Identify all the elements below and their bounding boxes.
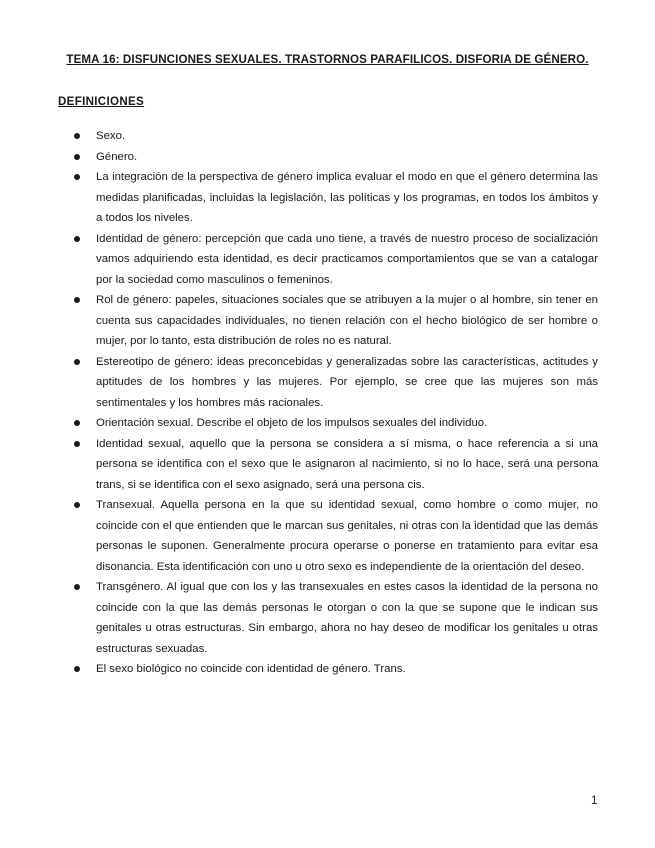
definition-text: Identidad sexual, aquello que la persona se considera a sí misma, o hace referencia a si una persona se identifica con el sexo que le asignaron al nacimiento, si no lo hace, será una persona trans, si se identifica con el sexo asignado, será una persona cis. bbox=[96, 437, 598, 491]
list-item bbox=[58, 495, 598, 577]
definition-text: Orientación sexual. Describe el objeto de los impulsos sexuales del individuo. bbox=[96, 417, 488, 429]
definition-text: Transexual. Aquella persona en la que su identidad sexual, como hombre o como mujer, no coincide con el que entienden que le marcan sus genitales, ni otras con la identidad que las demás personas le suponen. Generalmente procura operarse o ponerse en tratamiento para evitar esa disonancia. Esta identificación con uno u otro sexo es independiente de la orientación del deseo. bbox=[96, 499, 598, 573]
definition-text: Sexo. bbox=[96, 130, 126, 142]
bullet-icon bbox=[74, 359, 80, 365]
list-item bbox=[58, 352, 598, 414]
bullet-icon bbox=[74, 154, 80, 160]
list-item bbox=[58, 413, 598, 434]
page-title: TEMA 16: DISFUNCIONES SEXUALES. TRASTORNOS PARAFILICOS. DISFORIA DE GÉNERO. bbox=[66, 53, 589, 66]
definition-text: Género. bbox=[96, 150, 138, 163]
list-item bbox=[58, 434, 598, 496]
definition-text: Transgénero. Al igual que con los y las transexuales en estes casos la identidad de la persona no coincide con la que las demás personas le otorgan o con la que se supone que le indican sus genitales u otras estructuras. Sin embargo, ahora no hay deseo de modificar los genitales u otras estructuras sexuadas. bbox=[96, 581, 598, 655]
page-number: 1 bbox=[591, 794, 598, 807]
list-item bbox=[58, 126, 598, 147]
bullet-icon bbox=[74, 420, 80, 426]
list-item bbox=[58, 290, 598, 352]
list-item bbox=[58, 659, 598, 680]
bullet-icon bbox=[74, 584, 80, 590]
definition-text: El sexo biológico no coincide con identidad de género. Trans. bbox=[96, 663, 406, 675]
bullet-icon bbox=[74, 133, 80, 139]
list-item bbox=[58, 229, 598, 291]
definition-text: La integración de la perspectiva de género implica evaluar el modo en que el género determina las medidas planificadas, incluidas la legislación, las políticas y los programas, en todos los ámbitos y a todos los niveles. bbox=[96, 171, 598, 224]
definition-text: Estereotipo de género: ideas preconcebidas y generalizadas sobre las características, actitudes y aptitudes de los hombres y las mujeres. Por ejemplo, se cree que las mujeres son más sentimentales y los hombres más racionales. bbox=[96, 355, 598, 409]
list-item bbox=[58, 147, 598, 168]
list-item bbox=[58, 577, 598, 659]
bullet-icon bbox=[74, 666, 80, 672]
bullet-icon bbox=[74, 236, 80, 242]
bullet-icon bbox=[74, 502, 80, 508]
section-heading: DEFINICIONES bbox=[58, 95, 145, 108]
bullet-icon bbox=[74, 297, 80, 303]
list-item bbox=[58, 167, 598, 229]
definition-text: Identidad de género: percepción que cada uno tiene, a través de nuestro proceso de socialización vamos adquiriendo esta identidad, es decir practicamos comportamientos que se van a catalogar por la sociedad como masculinos o femeninos. bbox=[96, 232, 598, 286]
bullet-icon bbox=[74, 441, 80, 447]
bullet-icon bbox=[74, 174, 80, 180]
definition-text: Rol de género: papeles, situaciones sociales que se atribuyen a la mujer o al hombre, sin tener en cuenta sus capacidades individuales, no tienen relación con el hecho biológico de ser hombre o mujer, por lo tanto, esta distribución de roles no es natural. bbox=[96, 294, 598, 347]
definitions-list bbox=[58, 126, 598, 680]
